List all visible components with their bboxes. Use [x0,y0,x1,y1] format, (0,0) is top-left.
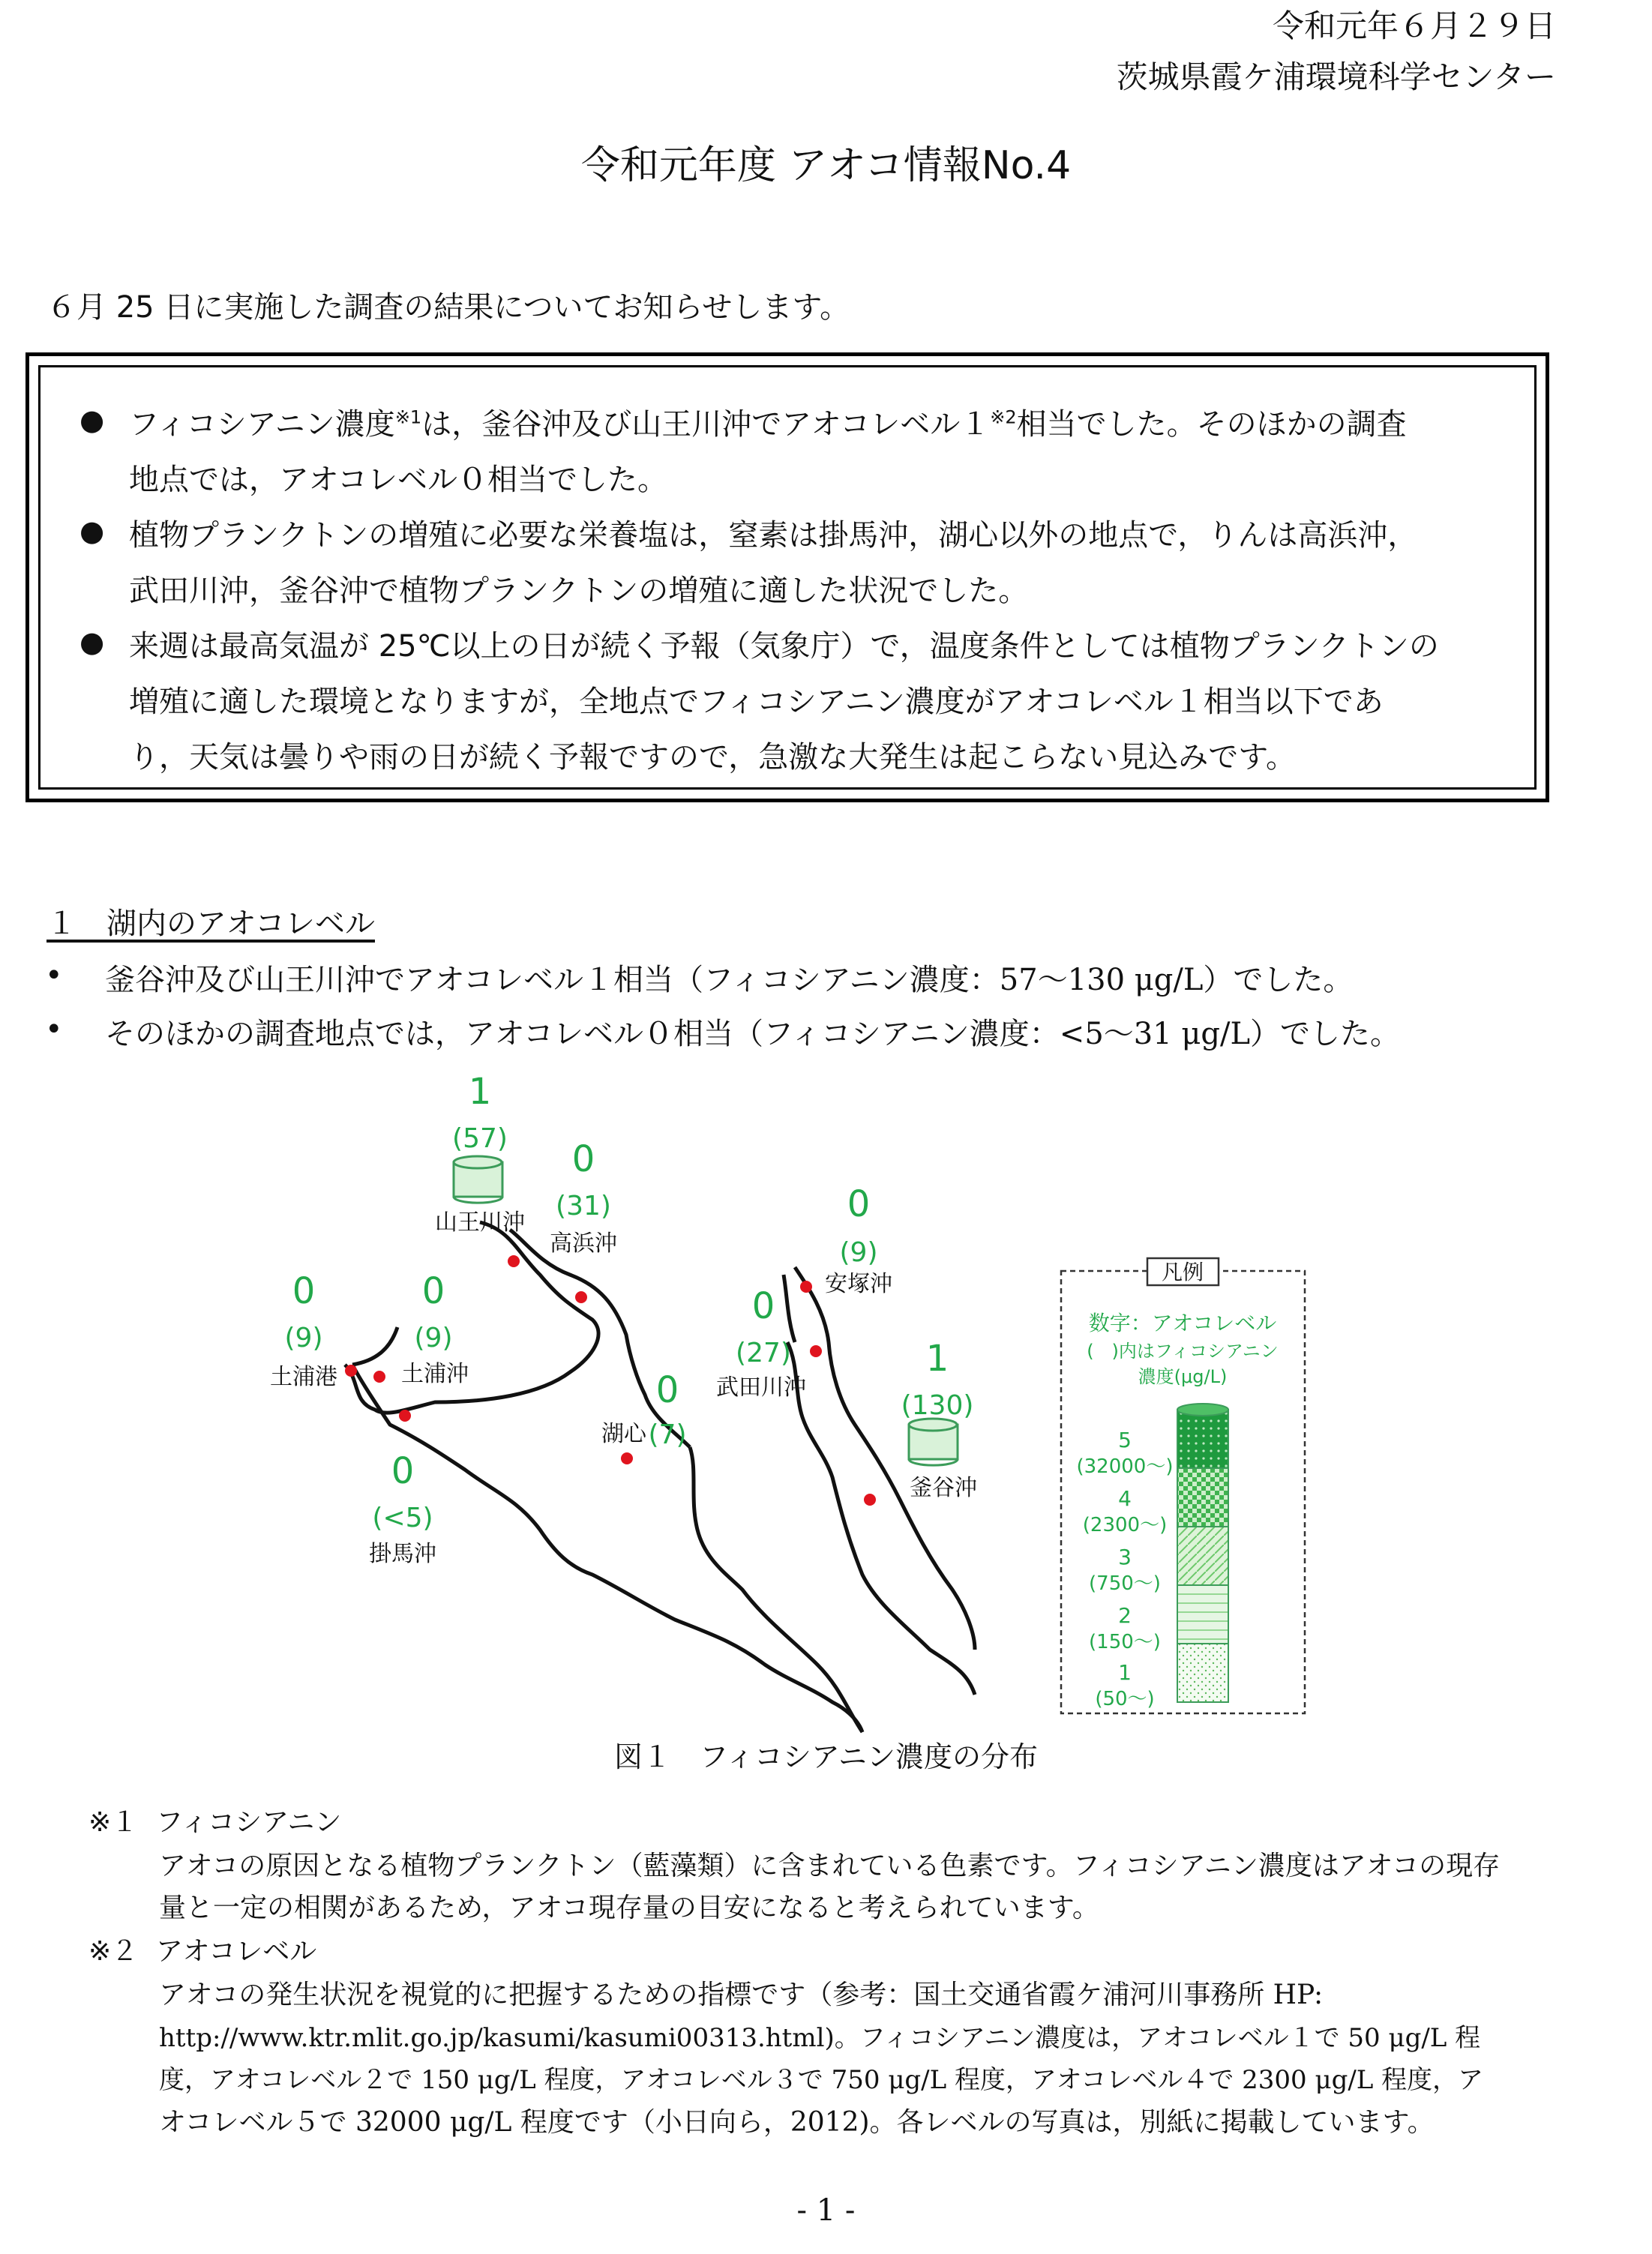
site-dot-kakeuma [399,1410,411,1422]
note-title: フィコシアニン [156,1807,342,1838]
site-name: 山王川沖 [435,1209,525,1236]
section-bullet: • [45,1012,63,1047]
legend-range: (2300～) [1082,1514,1168,1536]
note-line: オコレベル５で 32000 μg/L 程度です（小日向ら，2012)。各レベルの写真は，別紙に掲載しています。 [159,2107,1435,2138]
site-name: 武田川沖 [716,1374,806,1401]
site-value: (<5) [372,1503,433,1533]
note-line: 度，アオコレベル２で 150 μg/L 程度，アオコレベル３で 750 μg/L 程度，アオコレベル４で 2300 μg/L 程度，ア [159,2065,1484,2095]
note-mark: ※１ [88,1807,139,1838]
summary-line: 武田川沖，釜谷沖で植物プランクトンの増殖に適した状況でした。 [129,574,1029,608]
site-dot-yasuzuka [800,1281,812,1293]
map-legend [1061,1258,1305,1713]
summary-box [25,352,1549,802]
site-value: (9) [839,1237,878,1268]
site-level: 0 [391,1450,415,1492]
site-name: 高浜沖 [550,1230,617,1257]
site-name: 土浦港 [270,1364,337,1390]
legend-range: (50～) [1095,1688,1155,1710]
site-value: (7) [648,1419,687,1450]
legend-title: 凡例 [1161,1260,1204,1284]
organization-name: 茨城県霞ケ浦環境科学センター [1116,58,1556,95]
figure-caption: 図１ フィコシアニン濃度の分布 [613,1740,1039,1773]
site-value: (9) [284,1323,323,1353]
summary-line: 地点では，アオコレベル０相当でした。 [129,463,667,497]
site-value: (9) [414,1323,453,1353]
summary-line: 来週は最高気温が 25℃以上の日が続く予報（気象庁）で，温度条件としては植物プランクトンの [129,629,1439,664]
legend-line1: 数字：アオコレベル [1088,1311,1277,1335]
section-heading: １ 湖内のアオコレベル [46,907,375,941]
section-bullet: • [45,958,63,993]
legend-cylinder [1177,1404,1228,1702]
legend-level: 4 [1118,1486,1132,1511]
legend-range: (750～) [1089,1572,1161,1595]
site-level: 1 [925,1338,949,1380]
site-name: 湖心 [601,1421,646,1447]
site-level: 1 [468,1071,492,1113]
level-cylinder-kamaya [909,1419,958,1465]
site-name: 掛馬沖 [369,1541,436,1567]
summary-bullet: ● [79,514,105,547]
summary-line: フィコシアニン濃度$^{※1}$は，釜谷沖及び山王川沖でアオコレベル１$^{※2}$相当でした。そのほかの調査 [129,406,1407,442]
page-title: 令和元年度 アオコ情報No.4 [580,143,1072,188]
note-mark: ※２ [88,1936,139,1967]
note-title: アオコレベル [156,1936,317,1967]
site-dot-kamaya [864,1494,876,1506]
site-name: 釜谷沖 [910,1475,977,1501]
site-value: (31) [556,1191,611,1221]
site-level: 0 [421,1270,445,1312]
section-bullet-text: 釜谷沖及び山王川沖でアオコレベル１相当（フィコシアニン濃度：57～130 μg/L）でした。 [105,963,1354,997]
legend-range: (150～) [1089,1631,1161,1653]
legend-level: 3 [1118,1545,1132,1569]
phycocyanin-map [0,1050,1652,1740]
legend-level: 2 [1118,1603,1132,1628]
document-date: 令和元年６月２９日 [1272,7,1556,44]
site-dot-tsuchiura-port [345,1365,357,1377]
site-dot-takedagawa [810,1345,822,1357]
summary-bullet: ● [79,403,105,436]
site-level: 0 [571,1138,595,1180]
legend-line3: 濃度(μg/L) [1138,1366,1228,1387]
summary-bullet: ● [79,625,105,658]
site-name: 土浦沖 [401,1361,469,1387]
page-number: - 1 - [796,2193,856,2228]
site-level: 0 [292,1270,316,1312]
site-level: 0 [751,1285,775,1327]
site-name: 安塚沖 [825,1271,892,1297]
note-line: 量と一定の相関があるため，アオコ現存量の目安になると考えられています。 [159,1893,1099,1923]
summary-line: 増殖に適した環境となりますが，全地点でフィコシアニン濃度がアオコレベル１相当以下であ [129,685,1384,719]
legend-level: 1 [1118,1660,1132,1685]
legend-line2: ( )内はフィコシアニン [1087,1341,1279,1362]
note-line: http://www.ktr.mlit.go.jp/kasumi/kasumi00313.html)。フィコシアニン濃度は，アオコレベル１で 50 μg/L 程 [159,2023,1481,2053]
note-line: アオコの原因となる植物プランクトン（藍藻類）に含まれている色素です。フィコシアニン濃度はアオコの現存 [159,1851,1501,1881]
site-value: (27) [736,1338,791,1368]
legend-range: (32000～) [1076,1455,1174,1478]
site-value: (130) [901,1390,974,1421]
site-level: 0 [847,1183,871,1225]
site-dot-takahama [575,1291,587,1303]
site-dot-koshin [621,1452,633,1464]
site-dot-sannou [508,1255,520,1267]
site-dot-tsuchiura-oki [373,1371,385,1383]
note-line: アオコの発生状況を視覚的に把握するための指標です（参考：国土交通省霞ケ浦河川事務所 HP: [159,1980,1324,2010]
summary-line: 植物プランクトンの増殖に必要な栄養塩は，窒素は掛馬沖，湖心以外の地点で，りんは高浜沖， [129,518,1418,553]
intro-text: ６月 25 日に実施した調査の結果についてお知らせします。 [46,290,850,325]
legend-level: 5 [1118,1428,1132,1452]
site-level: 0 [655,1369,679,1411]
level-cylinder-sannou [454,1156,502,1203]
section-bullet-text: そのほかの調査地点では，アオコレベル０相当（フィコシアニン濃度：<5～31 μg/L）でした。 [105,1017,1401,1051]
site-value: (57) [452,1123,508,1154]
summary-line: り，天気は曇りや雨の日が続く予報ですので，急激な大発生は起こらない見込みです。 [129,740,1296,775]
